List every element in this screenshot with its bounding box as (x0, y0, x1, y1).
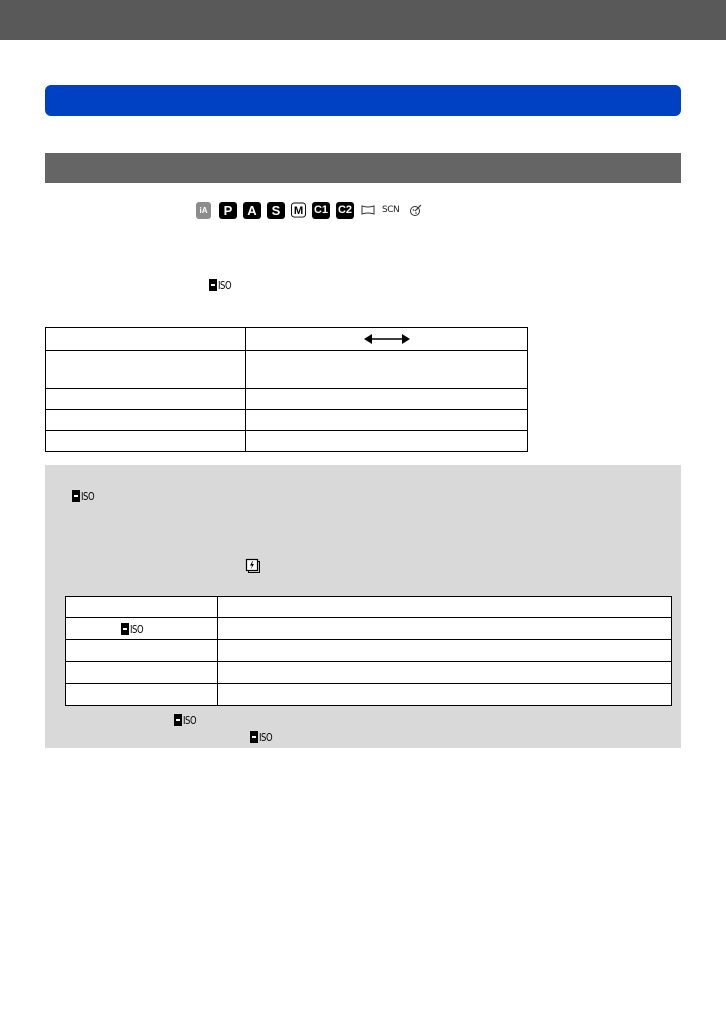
header-bar (0, 0, 726, 40)
shutter-priority-mode-icon: S (267, 202, 285, 219)
table-row (46, 389, 528, 410)
custom-1-mode-icon: C1 (312, 202, 330, 219)
table-cell (246, 410, 528, 431)
intelligent-iso-icon: ISO (121, 622, 146, 636)
scene-mode-icon: SCN (382, 205, 400, 215)
table-cell (46, 328, 246, 351)
section-heading-bar (45, 153, 681, 183)
intelligent-auto-mode-icon: iA (196, 202, 211, 219)
table-cell (218, 684, 672, 706)
table-row (66, 597, 672, 618)
intelligent-iso-icon: ISO (250, 730, 275, 744)
svg-text:M: M (293, 205, 304, 218)
table-row (66, 640, 672, 662)
double-arrow-icon (364, 333, 410, 345)
settings-table (45, 327, 528, 452)
table-row (46, 328, 528, 351)
table-cell (66, 662, 218, 684)
table-cell (246, 351, 528, 389)
flash-burst-icon (245, 558, 261, 574)
custom-2-mode-icon: C2 (336, 202, 354, 219)
table-cell (66, 684, 218, 706)
table-row (66, 662, 672, 684)
table-cell (218, 640, 672, 662)
creative-control-mode-icon (409, 202, 423, 219)
table-cell (46, 351, 246, 389)
table-cell (66, 597, 218, 618)
table-cell (66, 618, 218, 640)
table-cell (46, 389, 246, 410)
table-cell (218, 597, 672, 618)
table-cell (246, 389, 528, 410)
panorama-mode-icon (360, 202, 376, 219)
table-cell (246, 431, 528, 452)
table-row (46, 431, 528, 452)
table-cell (46, 431, 246, 452)
intelligent-iso-icon: ISO (174, 713, 199, 727)
table-cell (66, 640, 218, 662)
table-row (46, 351, 528, 389)
table-cell (218, 618, 672, 640)
table-row (66, 684, 672, 706)
table-cell (46, 410, 246, 431)
note-table (65, 596, 672, 706)
manual-mode-icon (291, 202, 306, 219)
intelligent-iso-icon: ISO (209, 278, 234, 292)
recording-mode-icons (196, 201, 423, 219)
table-cell (218, 662, 672, 684)
page-title-bar (45, 85, 681, 116)
table-row (66, 618, 672, 640)
program-mode-icon: P (219, 202, 237, 219)
aperture-priority-mode-icon: A (243, 202, 261, 219)
intelligent-iso-icon: ISO (72, 489, 97, 503)
table-row (46, 410, 528, 431)
